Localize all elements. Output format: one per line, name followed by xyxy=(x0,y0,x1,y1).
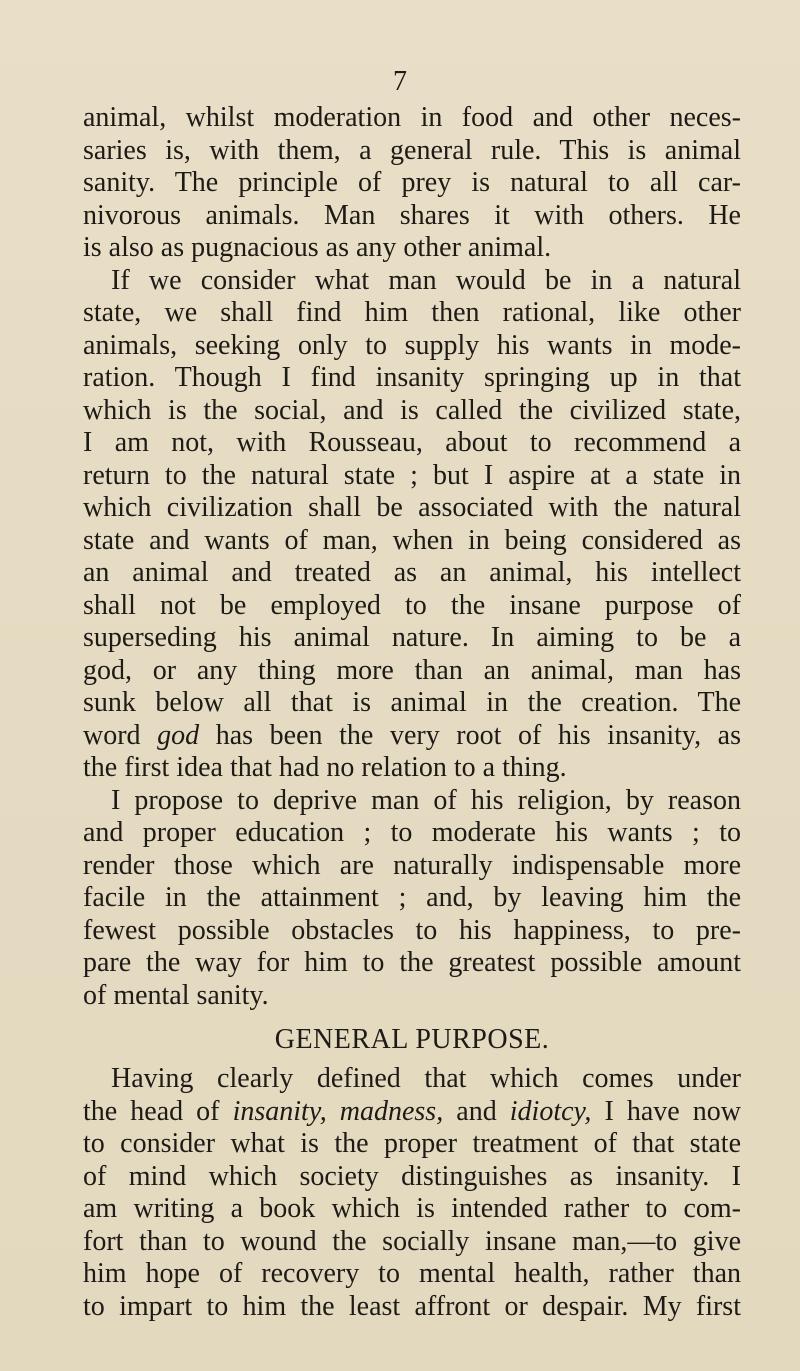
text-line: god, or any thing more than an animal, man has xyxy=(83,654,741,686)
text-line: am writing a book which is intended rather to com- xyxy=(83,1193,741,1224)
text-line: render those which are naturally indispensable more xyxy=(83,849,741,881)
text-line: fort than to wound the socially insane man,—to give xyxy=(83,1225,741,1257)
text-line: an animal and treated as an animal, his intellect xyxy=(83,557,741,588)
text-line: of mental sanity. xyxy=(83,979,269,1011)
text-line: nivorous animals. Man shares it with others. He xyxy=(83,199,741,231)
text-line: animal, whilst moderation in food and other neces- xyxy=(83,102,741,133)
text-line: facile in the attainment ; and, by leaving him the xyxy=(83,882,741,913)
italic-word-god: god xyxy=(157,719,200,751)
text-line: to impart to him the least affront or despair. My first xyxy=(83,1290,741,1322)
text-segment: the head of xyxy=(83,1095,233,1127)
text-line xyxy=(83,1096,741,1129)
body-text xyxy=(83,102,741,1323)
text-line: Having clearly defined that which comes under xyxy=(111,1063,741,1094)
text-line: sunk below all that is animal in the creation. The xyxy=(83,687,741,718)
text-line: to consider what is the proper treatment of that state xyxy=(83,1128,741,1159)
text-line: superseding his animal nature. In aiming to be a xyxy=(83,622,741,653)
text-line: of mind which society distinguishes as insanity. I xyxy=(83,1160,741,1192)
text-segment: word xyxy=(83,719,158,751)
italic-term-idiotcy: idiotcy, xyxy=(509,1095,592,1127)
text-line: return to the natural state ; but I aspire at a state in xyxy=(83,459,741,491)
text-line: fewest possible obstacles to his happiness, to pre- xyxy=(83,914,741,946)
section-heading: GENERAL PURPOSE. xyxy=(274,1024,550,1055)
text-line: sanity. The principle of prey is natural to all car- xyxy=(83,167,741,198)
text-line: ration. Though I find insanity springing up in that xyxy=(83,362,741,393)
text-segment: I have now xyxy=(591,1095,742,1127)
text-line: which is the social, and is called the civilized state, xyxy=(83,394,741,426)
text-line: animals, seeking only to supply his wants in mode- xyxy=(83,329,741,361)
text-line: which civilization shall be associated with the natural xyxy=(83,492,741,523)
text-segment: has been the very root of his insanity, as xyxy=(199,719,741,751)
text-line: the first idea that had no relation to a thing. xyxy=(83,752,567,783)
text-line: state, we shall find him then rational, like other xyxy=(83,297,741,328)
page-number: 7 xyxy=(393,66,407,97)
text-line: pare the way for him to the greatest possible amount xyxy=(83,947,741,978)
text-line: saries is, with them, a general rule. This is animal xyxy=(83,134,741,166)
text-line: and proper education ; to moderate his wants ; to xyxy=(83,817,741,848)
text-segment: and xyxy=(443,1095,510,1127)
text-line: is also as pugnacious as any other animal. xyxy=(83,232,552,263)
text-line: shall not be employed to the insane purpose of xyxy=(83,589,741,621)
text-line: him hope of recovery to mental health, rather than xyxy=(83,1258,741,1289)
text-line: I am not, with Rousseau, about to recommend a xyxy=(83,427,741,458)
text-line xyxy=(83,720,741,753)
text-line: I propose to deprive man of his religion, by reason xyxy=(111,784,741,816)
italic-terms: insanity, madness, xyxy=(232,1095,444,1127)
text-line: state and wants of man, when in being considered as xyxy=(83,524,741,556)
text-line: If we consider what man would be in a natural xyxy=(111,264,741,296)
